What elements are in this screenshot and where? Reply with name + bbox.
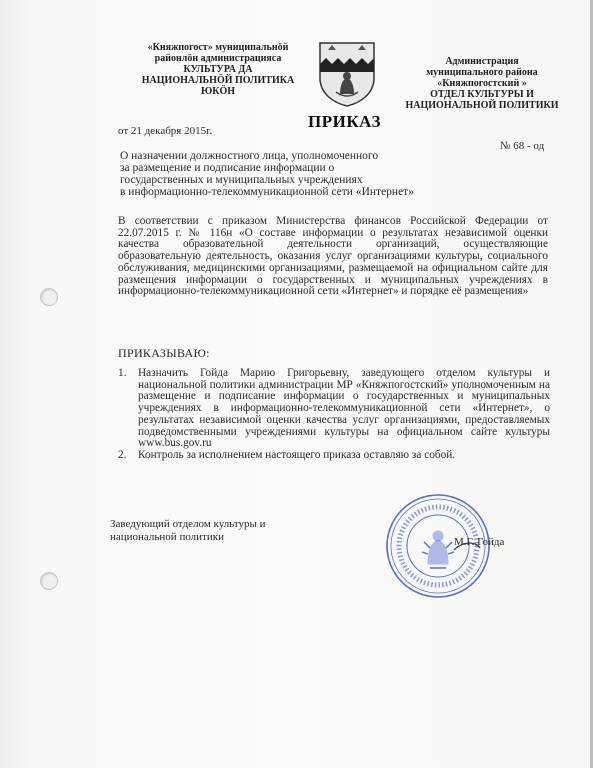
- header-right-line: Администрация: [445, 56, 519, 67]
- subject-line: государственных и муниципальных учреждениях: [120, 174, 363, 186]
- order-item-number: 1.: [118, 367, 127, 379]
- header-left-line: КУЛЬТУРА ДА: [183, 64, 253, 75]
- signatory-name: М.Г. Гойда: [454, 536, 505, 548]
- subject-line: за размещение и подписание информации о: [120, 162, 335, 174]
- subject-line: в информационно-телекоммуникационной сети «Интернет»: [120, 186, 414, 198]
- order-item: [118, 368, 550, 450]
- header-left-line: «Княжпогост» муниципальнӧй: [147, 42, 289, 53]
- order-heading: ПРИКАЗЫВАЮ:: [118, 346, 210, 360]
- document-date: от 21 декабря 2015г.: [118, 125, 213, 137]
- header-left-line: НАЦИОНАЛЬНӦЙ ПОЛИТИКА: [141, 75, 295, 86]
- subject-block: [120, 150, 414, 198]
- signature-role-line: национальной политики: [110, 531, 224, 543]
- document-title: ПРИКАЗ: [308, 112, 381, 131]
- coat-of-arms-icon: [316, 40, 378, 108]
- header-right-line: ОТДЕЛ КУЛЬТУРЫ И: [430, 89, 534, 100]
- header-left-line: ЮКӦН: [200, 86, 236, 97]
- punch-hole-bottom: [40, 572, 58, 590]
- header-right-line: «Княжпогостский »: [437, 78, 527, 89]
- order-item: [118, 450, 550, 462]
- punch-hole-top: [40, 288, 58, 306]
- preamble-paragraph: В соответствии с приказом Министерства финансов Российской Федерации от 22.07.2015 г. № 116н «О составе информации о результатах независимой оценки качества образовательной деятельности организаций, осуществляющие образовательную деятельность, оказания услуг организациями культуры, социального обслуживания, медицинскими организациями, размещаемой на официальном сайте для размещения информации о государственных и муниципальных учреждениях в информационно-телекоммуникационной сети «Интернет» и порядке её размещения»: [118, 215, 548, 298]
- subject-line: О назначении должностного лица, уполномоченного: [120, 150, 379, 162]
- header-right-line: НАЦИОНАЛЬНОЙ ПОЛИТИКИ: [405, 100, 559, 111]
- order-items: [118, 368, 550, 462]
- header-left: [118, 42, 318, 97]
- signature-role: [110, 518, 266, 544]
- document-number: № 68 - од: [500, 140, 545, 152]
- order-item-text: Контроль за исполнением настоящего приказа оставляю за собой.: [138, 448, 456, 461]
- header-left-line: районлӧн администрацияса: [154, 53, 282, 64]
- order-item-text: Назначить Гойда Марию Григорьевну, заведующего отделом культуры и национальной политики администрации МР «Княжпогостский» уполномоченным на размещение и подписание информации о государственных и муниципальных учреждениях в информационно-телекоммуникационной сети «Интернет», о результатах независимой оценки качества услуг организациями, предоставляемых подведомственными учреждениями культуры на официальном сайте культуры www.bus.gov.ru: [138, 367, 550, 450]
- header-right: [392, 56, 572, 111]
- order-item-number: 2.: [118, 448, 127, 461]
- signature-role-line: Заведующий отделом культуры и: [110, 518, 266, 530]
- header-right-line: муниципального района: [426, 67, 538, 78]
